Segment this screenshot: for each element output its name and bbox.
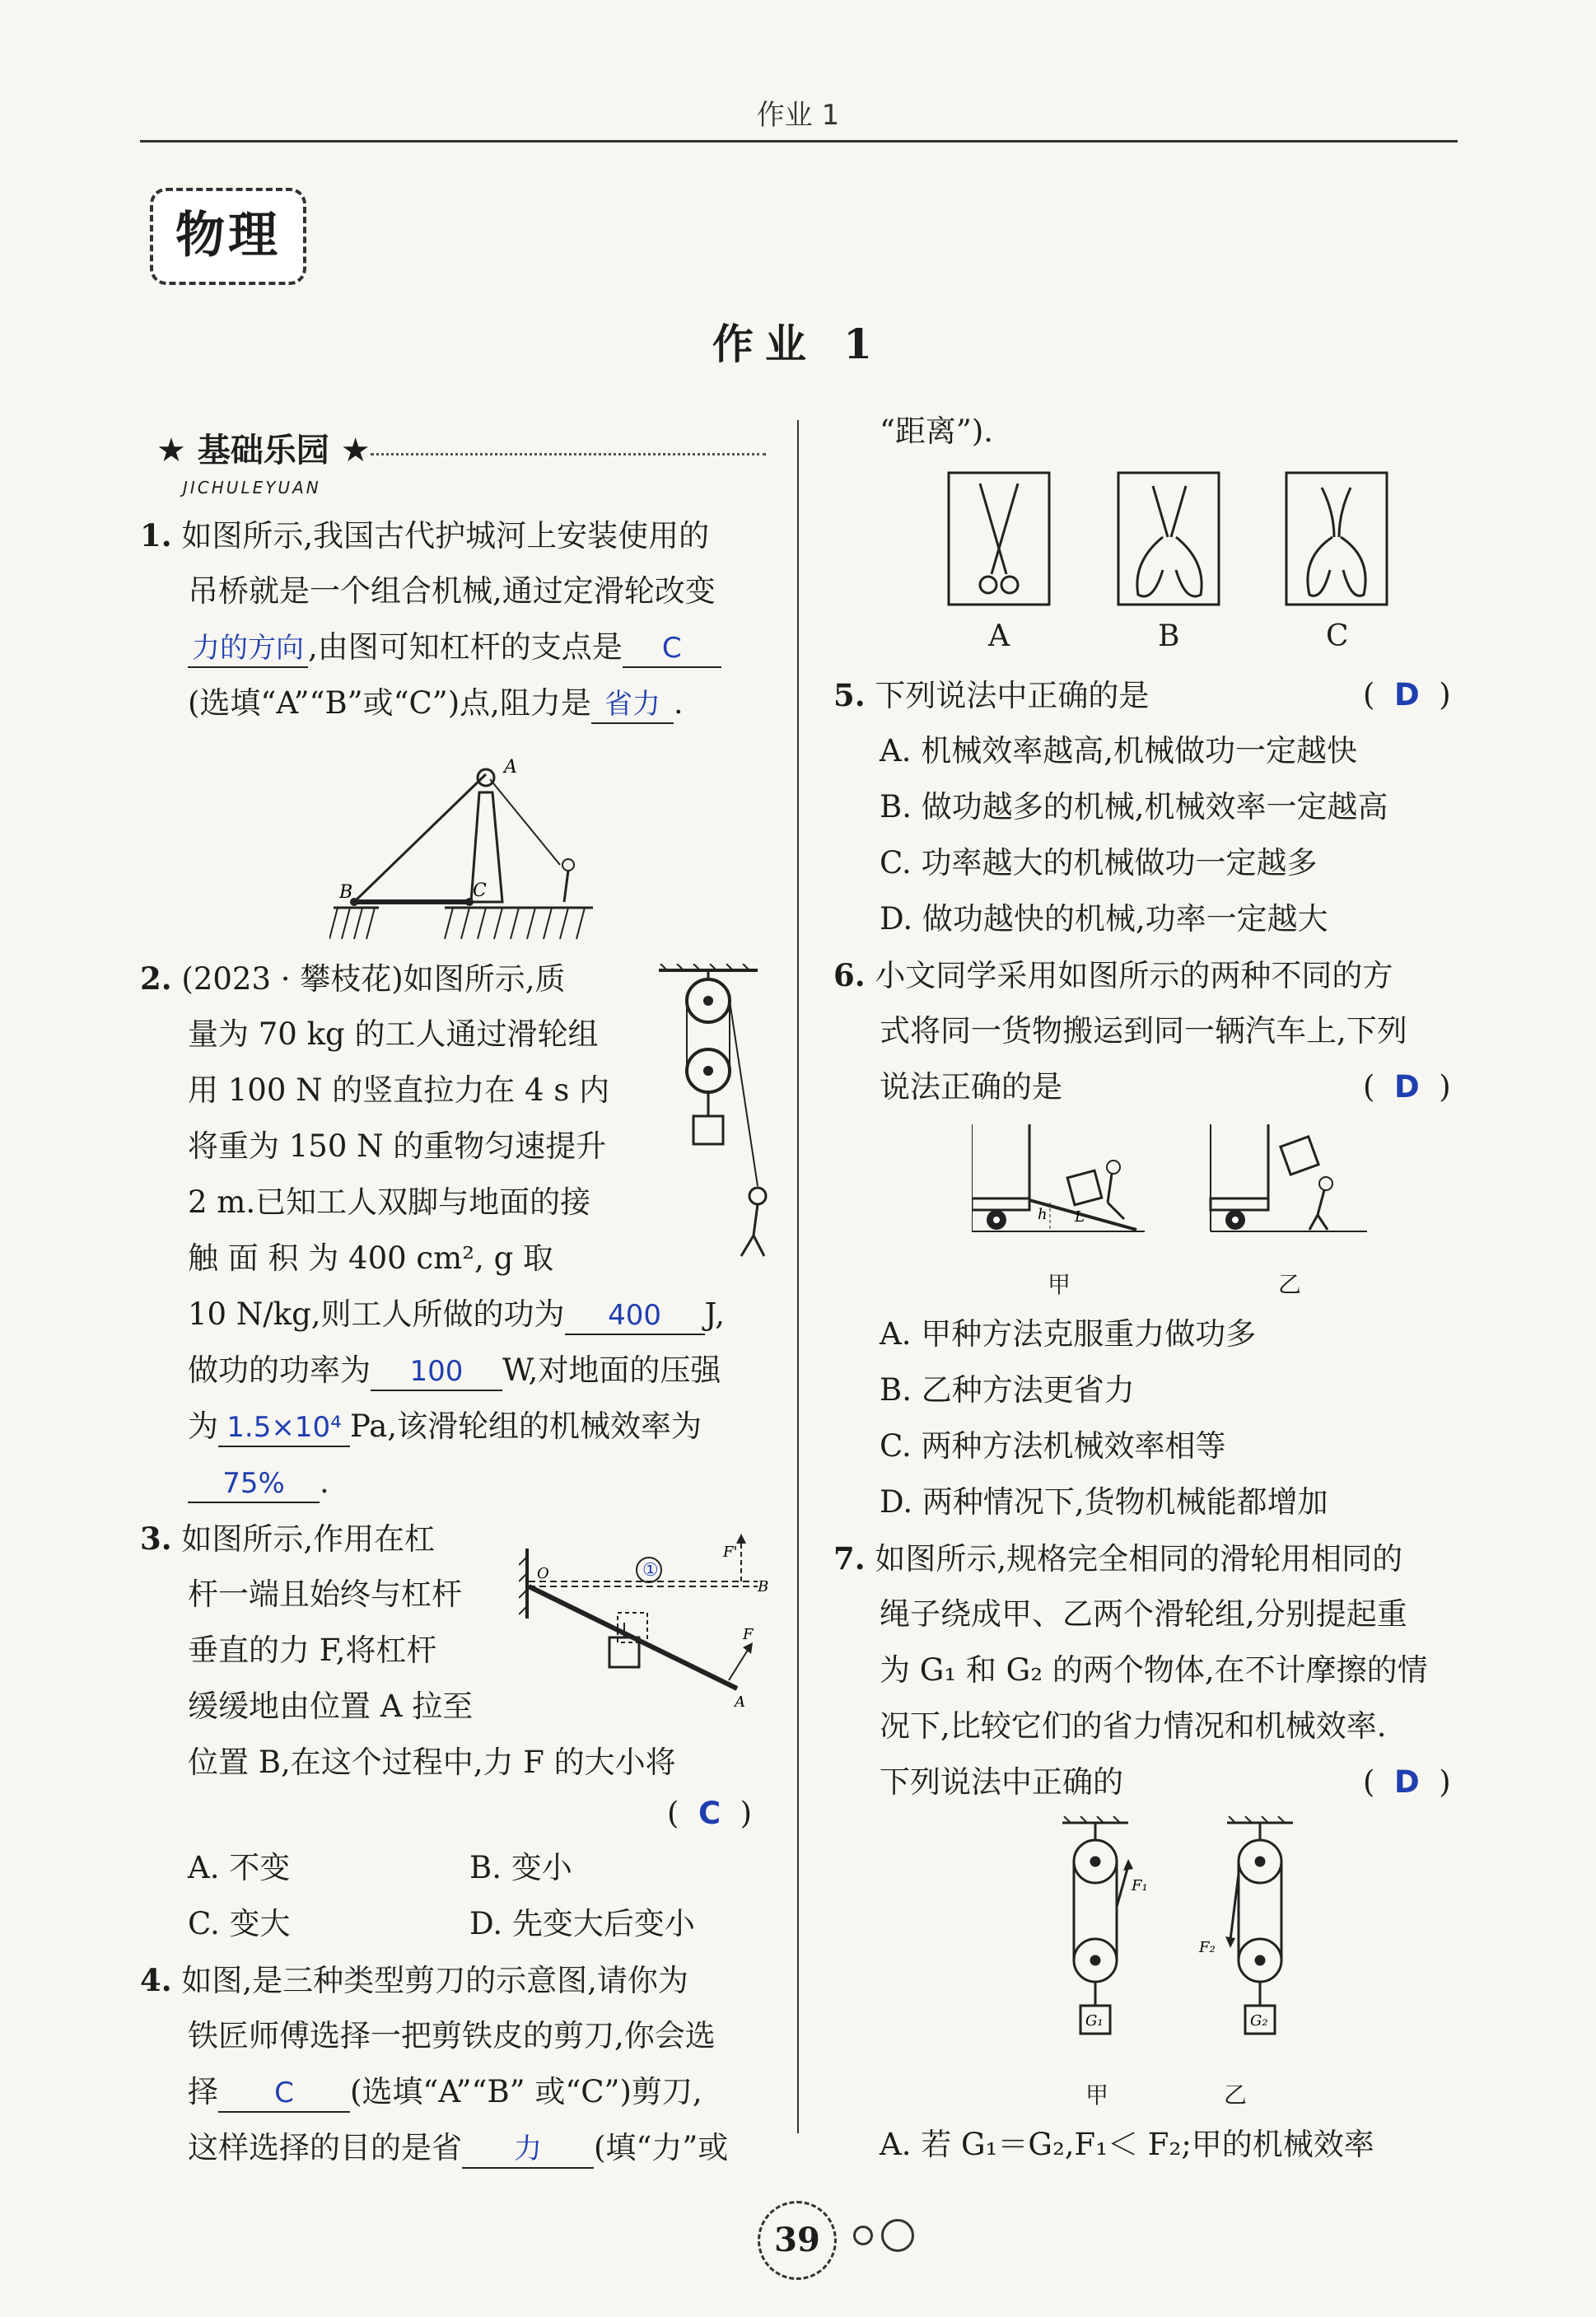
q2-answer-3: 1.5×10⁴ [218, 1409, 350, 1447]
q6-answer-bracket: ( D ) [1363, 1069, 1451, 1105]
q7-label-yi: 乙 [1224, 2081, 1248, 2109]
q4-label-a: A [988, 619, 1010, 653]
q1-label-b: B [339, 882, 353, 903]
q6-option-c: C. 两种方法机械效率相等 [880, 1428, 1226, 1464]
q6-answer: D [1393, 1069, 1420, 1105]
q3-line-5: 位置 B,在这个过程中,力 F 的大小将 [188, 1745, 676, 1780]
q7-line-3: 为 G₁ 和 G₂ 的两个物体,在不计摩擦的情 [880, 1652, 1428, 1688]
q5-option-c: C. 功率越大的机械做功一定越多 [880, 845, 1318, 881]
q4-label-c: C [1326, 619, 1349, 653]
q6-label-h: h [1038, 1206, 1048, 1223]
q4-line-2: 铁匠师傅选择一把剪铁皮的剪刀,你会选 [188, 2018, 716, 2053]
running-header: 作业 1 [756, 99, 840, 132]
q5-option-a: A. 机械效率越高,机械做功一定越快 [880, 733, 1358, 768]
q7-line-5: 下列说法中正确的 [880, 1764, 1123, 1800]
q1-drawbridge-figure [329, 750, 609, 955]
q2-answer-1: 400 [565, 1297, 705, 1335]
section-title-text: 基础乐园 [197, 432, 329, 469]
q2-line-8: 做功的功率为 100 W,对地面的压强 [188, 1352, 721, 1391]
q5-answer: D [1393, 677, 1420, 712]
q4-line-4: 这样选择的目的是省 力 (填“力”或 [188, 2130, 728, 2169]
q3-line-1: 3. 如图所示,作用在杠 [140, 1521, 436, 1557]
page-number: 39 [758, 2201, 837, 2280]
q2-line-3: 用 100 N 的竖直拉力在 4 s 内 [188, 1072, 610, 1108]
q3-lever-figure [519, 1516, 782, 1713]
q6-line-3: 说法正确的是 [880, 1069, 1062, 1105]
q7-label-g1: G₁ [1085, 2012, 1104, 2030]
page-title: 作业 1 [712, 320, 884, 368]
q3-option-a: A. 不变 [188, 1850, 291, 1885]
q5-stem: 5. 下列说法中正确的是 [833, 677, 1150, 713]
q3-label-o: O [537, 1565, 549, 1582]
q4-line-3: 择 C (选填“A”“B” 或“C”)剪刀, [188, 2074, 702, 2113]
q4-answer-1: C [218, 2075, 350, 2113]
q2-line-10: 75% . [188, 1464, 329, 1503]
q7-answer-bracket: ( D ) [1363, 1764, 1451, 1800]
q5-option-d: D. 做功越快的机械,功率一定越大 [880, 901, 1328, 937]
q3-option-c: C. 变大 [188, 1906, 291, 1941]
q3-answer-bracket: ( C ) [667, 1796, 753, 1831]
q7-option-a: A. 若 G₁＝G₂,F₁＜ F₂;甲的机械效率 [880, 2127, 1374, 2162]
q5-answer-bracket: ( D ) [1363, 677, 1451, 712]
q7-pulley-figure [1046, 1816, 1309, 2055]
q6-option-a: A. 甲种方法克服重力做功多 [880, 1316, 1257, 1352]
q2-line-6: 触 面 积 为 400 cm², g 取 [188, 1240, 554, 1276]
q4-line-5: “距离”). [880, 413, 994, 449]
column-divider [797, 420, 799, 2133]
q6-line-1: 6. 小文同学采用如图所示的两种不同的方 [833, 957, 1393, 993]
q2-line-4: 将重为 150 N 的重物匀速提升 [188, 1128, 607, 1164]
q1-answer-2: C [623, 630, 721, 668]
q7-answer: D [1393, 1764, 1420, 1800]
q5-option-b: B. 做功越多的机械,机械效率一定越高 [880, 789, 1388, 824]
q4-scissors-figure [947, 471, 1392, 611]
q3-line-2: 杆一端且始终与杠杆 [188, 1577, 462, 1612]
q3-line-3: 垂直的力 F,将杠杆 [188, 1633, 437, 1668]
q4-line-1: 4. 如图,是三种类型剪刀的示意图,请你为 [140, 1962, 688, 1998]
q2-line-1: 2. (2023 · 攀枝花)如图所示,质 [140, 960, 566, 997]
q6-option-d: D. 两种情况下,货物机械能都增加 [880, 1484, 1328, 1520]
q7-label-f1: F₁ [1132, 1877, 1148, 1894]
q2-line-7: 10 N/kg,则工人所做的功为 400 J, [188, 1296, 725, 1335]
q4-label-b: B [1158, 619, 1180, 653]
q1-line-1: 1. 如图所示,我国古代护城河上安装使用的 [140, 517, 710, 554]
footer-decor-dot [853, 2226, 873, 2245]
q7-line-4: 况下,比较它们的省力情况和机械效率. [880, 1708, 1387, 1744]
q2-answer-2: 100 [371, 1353, 502, 1391]
q3-answer: C [698, 1796, 721, 1831]
q3-option-d: D. 先变大后变小 [469, 1906, 695, 1941]
q6-label-yi: 乙 [1278, 1271, 1302, 1298]
q7-label-jia: 甲 [1085, 2081, 1109, 2109]
header-rule [140, 140, 1458, 142]
q1-label-c: C [473, 881, 487, 901]
q6-option-b: B. 乙种方法更省力 [880, 1372, 1135, 1408]
q6-label-jia: 甲 [1048, 1271, 1071, 1298]
q1-answer-1: 力的方向 [188, 630, 308, 668]
section-divider [371, 453, 766, 455]
q3-label-b: B [758, 1578, 769, 1595]
q3-line-4: 缓缓地由位置 A 拉至 [188, 1689, 474, 1724]
section-subtitle: JICHULEYUAN [183, 478, 321, 498]
q2-line-9: 为 1.5×10⁴ Pa,该滑轮组的机械效率为 [188, 1408, 702, 1447]
q3-label-circle: ① [642, 1560, 659, 1581]
q3-label-a: A [735, 1693, 745, 1711]
q1-line-4: (选填“A”“B”或“C”)点,阻力是 省力 . [188, 685, 684, 724]
q3-label-f1: F' [723, 1544, 738, 1561]
q6-truck-figure [972, 1124, 1384, 1240]
q2-line-5: 2 m.已知工人双脚与地面的接 [188, 1184, 591, 1220]
q6-line-2: 式将同一货物搬运到同一辆汽车上,下列 [880, 1013, 1407, 1049]
q6-label-l: L [1075, 1208, 1085, 1226]
q1-label-a: A [504, 757, 517, 778]
q7-label-f2: F₂ [1199, 1939, 1216, 1956]
q2-pulley-figure [642, 964, 774, 1260]
footer-decor-circle [881, 2219, 914, 2252]
q4-answer-2: 力 [462, 2131, 594, 2169]
subject-badge: 物理 [150, 188, 306, 285]
q7-label-g2: G₂ [1250, 2012, 1268, 2030]
q3-option-b: B. 变小 [469, 1850, 572, 1885]
q1-line-2: 吊桥就是一个组合机械,通过定滑轮改变 [188, 573, 716, 609]
section-title: ★ 基础乐园 ★ [156, 432, 371, 469]
q2-answer-4: 75% [188, 1465, 320, 1503]
q7-line-2: 绳子绕成甲、乙两个滑轮组,分别提起重 [880, 1596, 1407, 1632]
q1-answer-3: 省力 [591, 686, 674, 724]
q1-line-3: 力的方向 ,由图可知杠杆的支点是 C [188, 629, 721, 668]
q3-label-f: F [743, 1626, 754, 1643]
q7-line-1: 7. 如图所示,规格完全相同的滑轮用相同的 [833, 1540, 1403, 1577]
q2-line-2: 量为 70 kg 的工人通过滑轮组 [188, 1016, 599, 1052]
